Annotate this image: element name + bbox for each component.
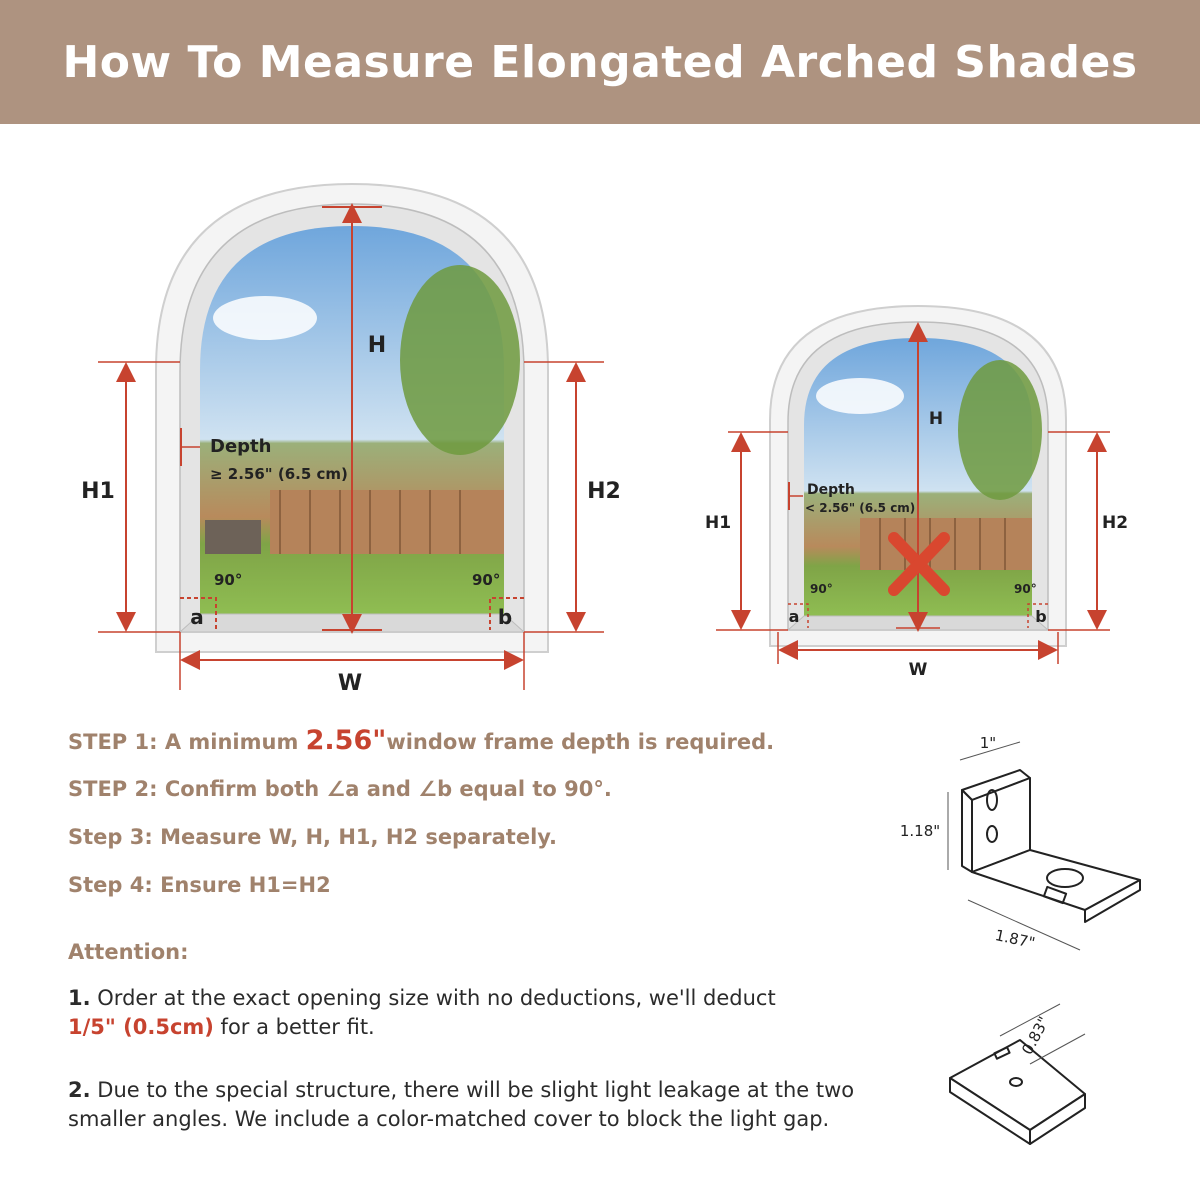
left-angle-a-label: 90° — [214, 571, 243, 589]
clip-width-label: 0.83" — [1018, 1013, 1053, 1058]
mounting-bracket-diagrams — [890, 720, 1190, 1180]
left-fence — [270, 490, 504, 554]
note-1-number: 1. — [68, 986, 91, 1010]
step-1-suffix: window frame depth is required. — [386, 730, 775, 754]
left-h-label: H — [367, 333, 387, 358]
bracket-l-shape — [962, 770, 1140, 922]
right-angle-b-label: 90° — [1014, 582, 1037, 596]
attention-note-1 — [68, 984, 888, 1042]
step-1-prefix: STEP 1: A minimum — [68, 730, 306, 754]
left-w-label: W — [337, 671, 363, 696]
note-1-text: Order at the exact opening size with no deductions, we'll deduct — [90, 986, 776, 1010]
right-depth-value: < 2.56" (6.5 cm) — [805, 501, 916, 515]
bracket-clip — [950, 1040, 1085, 1144]
note-1-tail: for a better fit. — [213, 1015, 375, 1039]
left-corner-b: b — [497, 605, 513, 629]
right-corner-a: a — [788, 607, 800, 626]
page-title: How To Measure Elongated Arched Shades — [62, 36, 1138, 88]
attention-note-2 — [68, 1076, 888, 1134]
right-h2-label: H2 — [1101, 513, 1129, 533]
step-1-value: 2.56" — [305, 725, 387, 756]
step-list — [68, 720, 888, 912]
step-1 — [68, 720, 888, 768]
left-angle-b-label: 90° — [472, 571, 501, 589]
note-1-deduction: 1/5" (0.5cm) — [68, 1015, 214, 1039]
bracket-depth-label: 1.87" — [993, 926, 1037, 953]
right-h-label: H — [928, 409, 944, 429]
left-corner-a: a — [190, 605, 204, 629]
left-depth-label: Depth — [210, 436, 272, 457]
right-depth-label: Depth — [807, 482, 855, 498]
step-2: STEP 2: Confirm both ∠a and ∠b equal to 90°. — [68, 777, 612, 801]
right-h1-label: H1 — [704, 513, 732, 533]
note-2-text: Due to the special structure, there will be slight light leakage at the two smaller angles. We include a color-matched cover to block the light gap. — [68, 1078, 855, 1131]
header-banner — [0, 0, 1200, 124]
bracket-height-label: 1.18" — [899, 822, 941, 840]
right-corner-b: b — [1035, 607, 1047, 626]
step-3: Step 3: Measure W, H, H1, H2 separately. — [68, 825, 558, 849]
step-4: Step 4: Ensure H1=H2 — [68, 873, 331, 897]
right-angle-a-label: 90° — [810, 582, 833, 596]
attention-title: Attention: — [68, 940, 189, 964]
bracket-width-label: 1" — [979, 734, 997, 752]
left-h2-label: H2 — [587, 479, 621, 504]
left-depth-value: ≥ 2.56" (6.5 cm) — [210, 465, 348, 483]
measurement-diagrams — [0, 124, 1200, 704]
note-2-number: 2. — [68, 1078, 91, 1102]
right-w-label: W — [908, 660, 928, 680]
left-h1-label: H1 — [81, 479, 115, 504]
